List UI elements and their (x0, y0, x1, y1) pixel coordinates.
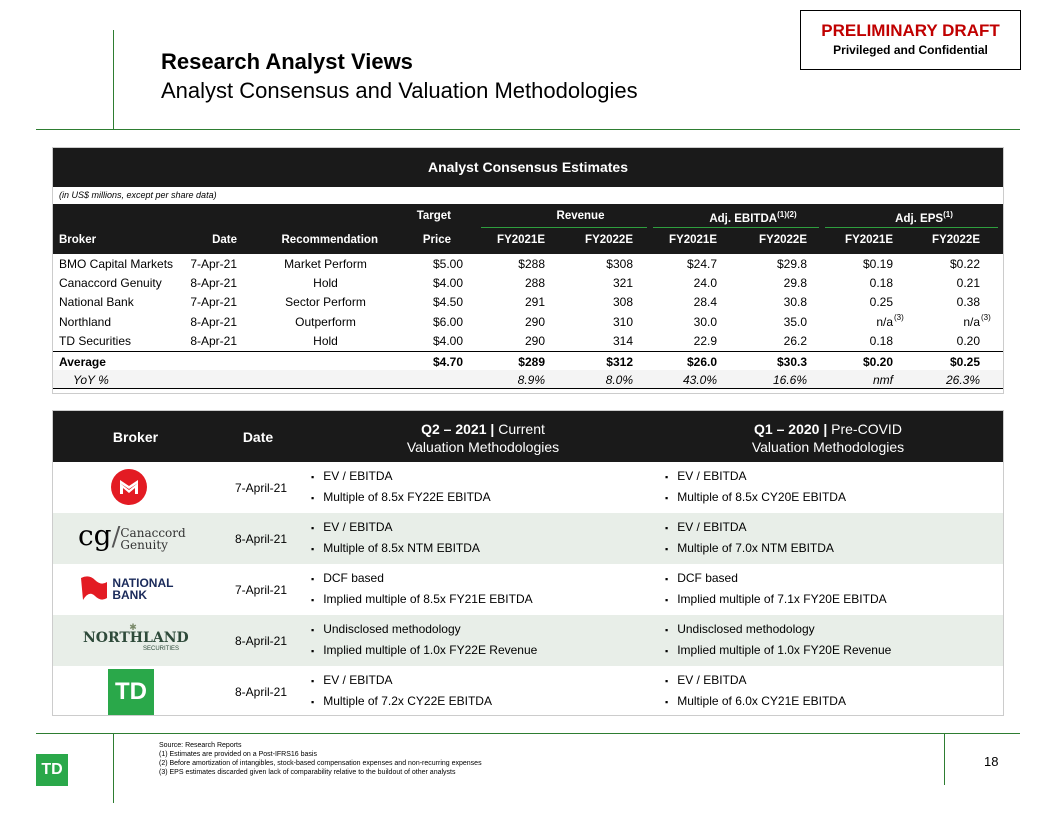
table-cell: 290 (524, 333, 545, 348)
td-footer-logo: TD (36, 754, 68, 786)
bmo-logo (111, 469, 147, 508)
table-cell: Northland (59, 314, 112, 329)
table-cell: 314 (612, 333, 633, 348)
group-underline (825, 227, 998, 228)
table-cell: 24.0 (693, 276, 717, 291)
group-ebitda: Adj. $EBITDA^{(1)(2)}$ (709, 210, 797, 225)
table-cell: 28.4 (693, 295, 717, 310)
table-cell: 0.20 (956, 333, 980, 348)
footnotes (159, 741, 482, 777)
col-broker: Broker (59, 234, 97, 246)
table-cell: Outperform (295, 314, 356, 329)
table-cell: 26.3% (945, 373, 980, 387)
current-method: ▪ EV / EBITDA ▪ Multiple of 7.2x CY22E EBITDA (311, 670, 492, 712)
table-cell: BMO Capital Markets (59, 257, 174, 271)
col-price: Price (422, 234, 451, 246)
table-cell: $30.3 (776, 355, 807, 369)
head-broker: Broker (112, 429, 159, 445)
table-cell: 8-Apr-21 (190, 276, 237, 291)
table-cell: n/a (963, 314, 980, 329)
table-cell: 22.9 (693, 333, 717, 348)
table-cell: 288 (524, 276, 545, 291)
td-logo: TD (108, 669, 154, 715)
table-cell: n/a (876, 314, 893, 329)
footnote: Source: Research Reports (159, 742, 242, 749)
pre-covid-method: ▪ EV / EBITDA ▪ Multiple of 7.0x NTM EBITDA (665, 517, 834, 559)
table-cell: 291 (524, 295, 545, 310)
footnote-ref: (3) (981, 312, 991, 322)
table-cell: 0.18 (869, 276, 893, 291)
table-cell: 290 (524, 314, 545, 329)
consensus-table (52, 147, 1004, 394)
table-cell: 310 (612, 314, 633, 329)
table-row (53, 292, 1003, 311)
table-cell: National Bank (59, 295, 134, 310)
units-note: (in US$ millions, except per share data) (59, 190, 217, 200)
current-method: ▪ DCF based ▪ Implied multiple of 8.5x FY21E EBITDA (311, 568, 533, 610)
pre-covid-method: ▪ EV / EBITDA ▪ Multiple of 8.5x CY20E EBITDA (665, 466, 846, 508)
divider-vertical (113, 733, 114, 803)
row-date: 8-April-21 (234, 532, 287, 546)
divider-horizontal (36, 129, 1020, 130)
table-cell: 0.38 (956, 295, 980, 310)
table-cell: 29.8 (783, 276, 807, 291)
table-cell: 35.0 (783, 314, 807, 329)
group-eps: Adj. EPS$^{(1)}$ (895, 210, 953, 225)
draft-stamp (800, 10, 1021, 70)
table-cell: 8-Apr-21 (190, 333, 237, 348)
head-q1: Q1 – 2020 | Pre-COVID Valuation Methodologies (751, 421, 905, 455)
head-q2: Q2 – 2021 | Current Valuation Methodologies (406, 421, 560, 455)
col-ebitda-2022: FY2022E (759, 234, 807, 246)
col-rev-2021: FY2021E (497, 234, 545, 246)
col-date: Date (212, 234, 237, 246)
divider-horizontal (36, 733, 1020, 734)
table-cell: Hold (313, 276, 338, 291)
table-cell: 8.9% (517, 373, 545, 387)
table-cell: $312 (606, 355, 633, 369)
table-cell: 8.0% (605, 373, 633, 387)
table-cell: 30.0 (693, 314, 717, 329)
canaccord-logo: cg/Canaccord Genuity (78, 519, 186, 552)
table-cell: $0.19 (862, 257, 893, 271)
divider-vertical (944, 733, 945, 785)
table-row (53, 462, 1003, 513)
table-cell: $4.00 (432, 276, 463, 291)
table-cell: Hold (313, 333, 338, 348)
table-cell: 308 (612, 295, 633, 310)
draft-label: PRELIMINARY DRAFT (821, 21, 1000, 40)
table-cell: $4.70 (432, 355, 463, 369)
table-cell: $0.22 (949, 257, 980, 271)
col-ebitda-2021: FY2021E (669, 234, 717, 246)
page-subtitle: Analyst Consensus and Valuation Methodologies (161, 78, 638, 103)
page-title: Research Analyst Views (161, 49, 413, 74)
col-eps-2022: FY2022E (932, 234, 980, 246)
pre-covid-method: ▪ EV / EBITDA ▪ Multiple of 6.0x CY21E EBITDA (665, 670, 846, 712)
footnote: (3) EPS estimates discarded given lack of comparability relative to the buildout of other analysts (159, 769, 456, 776)
page-number: 18 (984, 754, 999, 769)
table-cell: 0.21 (956, 276, 980, 291)
head-date: Date (242, 429, 274, 445)
table-row (53, 666, 1003, 717)
table-cell: $26.0 (686, 355, 717, 369)
current-method: ▪ EV / EBITDA ▪ Multiple of 8.5x NTM EBITDA (311, 517, 480, 559)
table-cell: YoY % (73, 373, 109, 387)
table-cell: $308 (606, 257, 633, 271)
table-cell: Average (59, 355, 106, 369)
table-cell: 43.0% (682, 373, 717, 387)
group-revenue: Revenue (556, 210, 605, 222)
average-row (53, 351, 1003, 370)
table-cell: 8-Apr-21 (190, 314, 237, 329)
table-cell: 0.25 (869, 295, 893, 310)
table-cell: $4.50 (432, 295, 463, 310)
table-row (53, 615, 1003, 666)
table-cell: TD Securities (59, 333, 132, 348)
yoy-row (53, 370, 1003, 389)
methodology-table (52, 410, 1004, 716)
table-cell: 30.8 (783, 295, 807, 310)
row-date: 7-April-21 (234, 583, 287, 597)
table-cell: 26.2 (783, 333, 807, 348)
col-target: Target (416, 210, 451, 222)
table-cell: $289 (518, 355, 545, 369)
table-cell: $0.25 (949, 355, 980, 369)
footnote: (1) Estimates are provided on a Post-IFRS16 basis (159, 751, 317, 758)
table-cell: Market Perform (284, 257, 367, 271)
col-eps-2021: FY2021E (845, 234, 893, 246)
table-cell: $29.8 (776, 257, 807, 271)
col-rev-2022: FY2022E (585, 234, 633, 246)
consensus-heading: Analyst Consensus Estimates (53, 148, 1003, 187)
table-row (53, 513, 1003, 564)
methodology-header (53, 411, 1003, 462)
pre-covid-method: ▪ DCF based ▪ Implied multiple of 7.1x FY20E EBITDA (665, 568, 887, 610)
confidential-label: Privileged and Confidential (833, 43, 988, 57)
table-cell: 0.18 (869, 333, 893, 348)
table-row (53, 312, 1003, 331)
table-cell: $4.00 (432, 333, 463, 348)
table-cell: 7-Apr-21 (190, 295, 237, 310)
group-underline (481, 227, 647, 228)
table-cell: nmf (872, 373, 893, 387)
table-row (53, 273, 1003, 292)
footnote: (2) Before amortization of intangibles, stock-based compensation expenses and non-recurring expenses (159, 760, 482, 767)
table-cell: Sector Perform (285, 295, 366, 310)
current-method: ▪ Undisclosed methodology ▪ Implied multiple of 1.0x FY22E Revenue (311, 619, 537, 661)
table-cell: Canaccord Genuity (59, 276, 162, 291)
table-cell: 321 (612, 276, 633, 291)
northland-logo: ✱ NORTHLAND SECURITIES (83, 622, 189, 652)
pre-covid-method: ▪ Undisclosed methodology ▪ Implied multiple of 1.0x FY20E Revenue (665, 619, 891, 661)
table-row (53, 564, 1003, 615)
row-date: 7-April-21 (234, 481, 287, 495)
col-recommendation: Recommendation (281, 234, 378, 246)
table-cell: $5.00 (432, 257, 463, 271)
table-cell: $24.7 (686, 257, 717, 271)
group-underline (653, 227, 819, 228)
row-date: 8-April-21 (234, 634, 287, 648)
table-row (53, 254, 1003, 273)
national-bank-logo: NATIONAL BANK (79, 574, 173, 604)
footnote-ref: (3) (894, 312, 904, 322)
current-method: ▪ EV / EBITDA ▪ Multiple of 8.5x FY22E EBITDA (311, 466, 491, 508)
table-cell: $288 (518, 257, 545, 271)
table-cell: $6.00 (432, 314, 463, 329)
table-cell: 7-Apr-21 (190, 257, 237, 271)
row-date: 8-April-21 (234, 685, 287, 699)
consensus-header (53, 204, 1003, 254)
table-cell: $0.20 (862, 355, 893, 369)
table-cell: 16.6% (772, 373, 807, 387)
table-row (53, 331, 1003, 350)
divider-vertical (113, 30, 114, 130)
